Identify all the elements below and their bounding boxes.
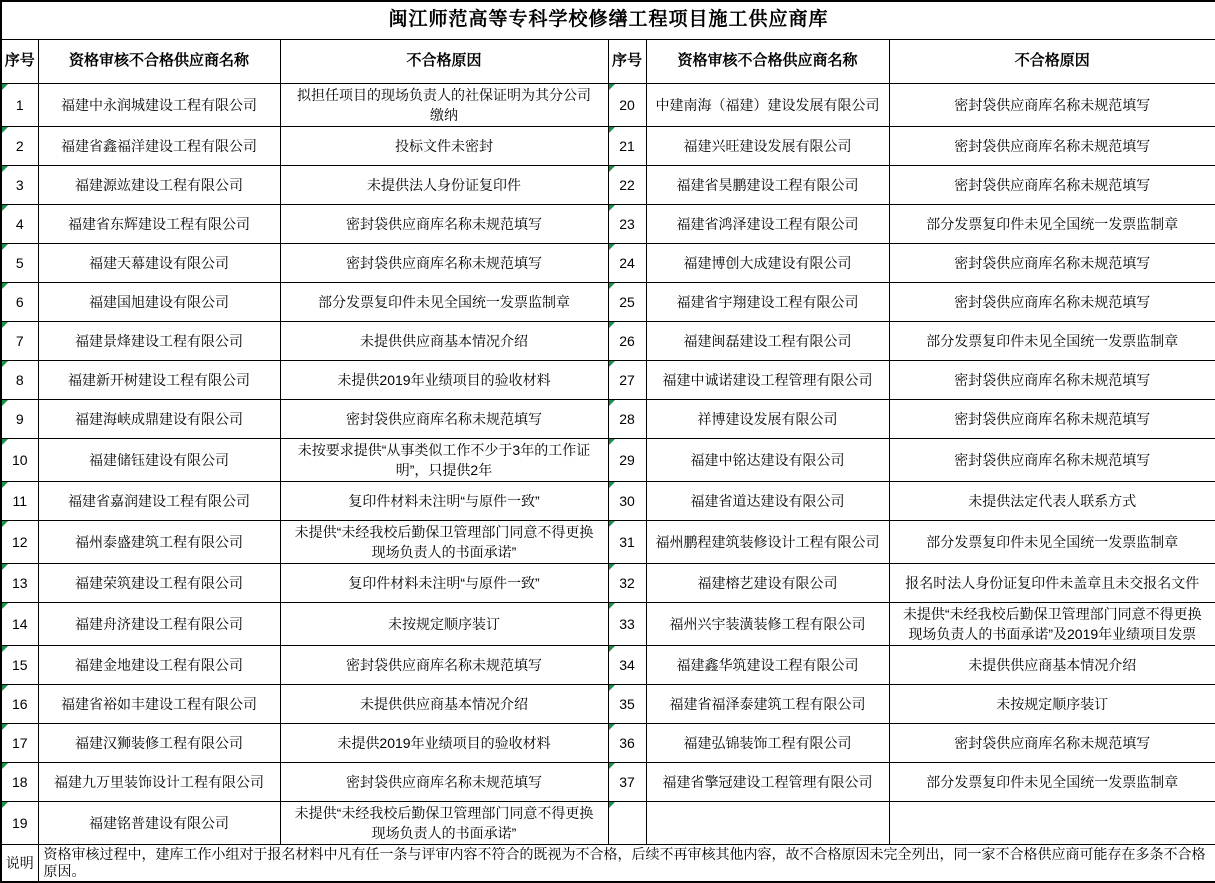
note-row — [1, 844, 1215, 882]
green-corner-marker-icon — [2, 763, 8, 769]
supplier-name-cell: 福建省鑫福洋建设工程有限公司 — [38, 126, 280, 165]
row-number-cell — [608, 563, 646, 602]
supplier-name-cell: 福建储钰建设有限公司 — [38, 438, 280, 481]
row-number: 8 — [15, 371, 24, 388]
green-corner-marker-icon — [609, 127, 615, 133]
green-corner-marker-icon — [2, 564, 8, 570]
reason-cell: 未提供2019年业绩项目的验收材料 — [280, 360, 608, 399]
supplier-name-cell: 福建省道达建设有限公司 — [646, 481, 889, 520]
supplier-name-cell: 福建汉狮装修工程有限公司 — [38, 723, 280, 762]
reason-cell: 复印件材料未注明“与原件一致” — [280, 563, 608, 602]
row-number-cell — [608, 801, 646, 844]
row-number-cell — [608, 360, 646, 399]
row-number: 33 — [619, 615, 635, 632]
reason-cell — [889, 801, 1215, 844]
row-number: 13 — [11, 574, 28, 591]
row-number-cell — [1, 83, 38, 126]
green-corner-marker-icon — [609, 724, 615, 730]
reason-cell: 密封袋供应商库名称未规范填写 — [280, 399, 608, 438]
reason-cell: 密封袋供应商库名称未规范填写 — [889, 282, 1215, 321]
green-corner-marker-icon — [2, 802, 8, 808]
supplier-name-cell: 福州鹏程建筑装修设计工程有限公司 — [646, 520, 889, 563]
reason-cell: 密封袋供应商库名称未规范填写 — [889, 126, 1215, 165]
row-number: 1 — [15, 96, 24, 113]
row-number-cell — [608, 762, 646, 801]
supplier-name-cell: 福建新开树建设工程有限公司 — [38, 360, 280, 399]
supplier-name-cell: 福建天幕建设有限公司 — [38, 243, 280, 282]
table-row — [1, 684, 1215, 723]
green-corner-marker-icon — [2, 685, 8, 691]
header-reason-right: 不合格原因 — [889, 39, 1215, 83]
row-number: 34 — [619, 656, 635, 673]
reason-cell: 拟担任项目的现场负责人的社保证明为其分公司缴纳 — [280, 83, 608, 126]
supplier-name-cell: 福建省福泽泰建筑工程有限公司 — [646, 684, 889, 723]
row-number: 11 — [12, 492, 28, 509]
reason-cell: 密封袋供应商库名称未规范填写 — [889, 399, 1215, 438]
header-num-left: 序号 — [1, 39, 38, 83]
table-row — [1, 399, 1215, 438]
reason-cell: 未按规定顺序装订 — [280, 602, 608, 645]
row-number-cell — [1, 563, 38, 602]
header-row — [1, 39, 1215, 83]
table-row — [1, 723, 1215, 762]
supplier-name-cell: 福建中永润城建设工程有限公司 — [38, 83, 280, 126]
green-corner-marker-icon — [2, 84, 8, 90]
green-corner-marker-icon — [2, 283, 8, 289]
supplier-name-cell: 福建省裕如丰建设工程有限公司 — [38, 684, 280, 723]
green-corner-marker-icon — [2, 127, 8, 133]
green-corner-marker-icon — [2, 400, 8, 406]
row-number-cell — [608, 321, 646, 360]
row-number: 28 — [619, 410, 635, 427]
reason-cell: 密封袋供应商库名称未规范填写 — [889, 360, 1215, 399]
green-corner-marker-icon — [2, 482, 8, 488]
supplier-name-cell: 福建省鸿泽建设工程有限公司 — [646, 204, 889, 243]
green-corner-marker-icon — [609, 361, 615, 367]
supplier-name-cell: 福建兴旺建设发展有限公司 — [646, 126, 889, 165]
green-corner-marker-icon — [609, 646, 615, 652]
note-text: 资格审核过程中，建库工作小组对于报名材料中凡有任一条与评审内容不符合的既视为不合格，后续不再审核其他内容，故不合格原因未完全列出，同一家不合格供应商可能存在多条不合格原因。 — [38, 844, 1215, 882]
reason-cell: 部分发票复印件未见全国统一发票监制章 — [889, 204, 1215, 243]
row-number: 30 — [619, 492, 635, 509]
reason-cell: 密封袋供应商库名称未规范填写 — [280, 204, 608, 243]
green-corner-marker-icon — [2, 724, 8, 730]
title-row — [1, 1, 1215, 39]
supplier-name-cell: 福建国旭建设有限公司 — [38, 282, 280, 321]
green-corner-marker-icon — [2, 361, 8, 367]
reason-cell: 部分发票复印件未见全国统一发票监制章 — [889, 321, 1215, 360]
row-number: 21 — [619, 137, 635, 154]
row-number-cell — [1, 165, 38, 204]
row-number-cell — [1, 438, 38, 481]
green-corner-marker-icon — [609, 244, 615, 250]
green-corner-marker-icon — [609, 802, 615, 808]
row-number: 35 — [619, 695, 635, 712]
header-reason-left: 不合格原因 — [280, 39, 608, 83]
green-corner-marker-icon — [609, 521, 615, 527]
row-number: 26 — [619, 332, 635, 349]
reason-cell: 未提供2019年业绩项目的验收材料 — [280, 723, 608, 762]
row-number: 17 — [11, 734, 28, 751]
green-corner-marker-icon — [609, 685, 615, 691]
table-row — [1, 762, 1215, 801]
green-corner-marker-icon — [609, 400, 615, 406]
reason-cell: 密封袋供应商库名称未规范填写 — [280, 645, 608, 684]
supplier-name-cell: 福建中诚诺建设工程管理有限公司 — [646, 360, 889, 399]
reason-cell: 密封袋供应商库名称未规范填写 — [280, 243, 608, 282]
table-row — [1, 126, 1215, 165]
row-number: 4 — [15, 215, 24, 232]
row-number: 7 — [15, 332, 24, 349]
supplier-name-cell: 福建舟济建设工程有限公司 — [38, 602, 280, 645]
row-number: 2 — [15, 137, 24, 154]
table-row — [1, 645, 1215, 684]
supplier-name-cell: 福建景烽建设工程有限公司 — [38, 321, 280, 360]
table-row — [1, 602, 1215, 645]
row-number: 37 — [619, 773, 635, 790]
supplier-name-cell: 福建中铭达建设有限公司 — [646, 438, 889, 481]
row-number-cell — [1, 126, 38, 165]
row-number-cell — [608, 723, 646, 762]
row-number-cell — [1, 243, 38, 282]
supplier-name-cell: 祥博建设发展有限公司 — [646, 399, 889, 438]
green-corner-marker-icon — [2, 166, 8, 172]
row-number-cell — [1, 321, 38, 360]
row-number-cell — [1, 399, 38, 438]
supplier-name-cell: 福建鑫华筑建设工程有限公司 — [646, 645, 889, 684]
supplier-name-cell: 福建闽磊建设工程有限公司 — [646, 321, 889, 360]
row-number-cell — [1, 360, 38, 399]
green-corner-marker-icon — [609, 482, 615, 488]
reason-cell: 未提供供应商基本情况介绍 — [280, 321, 608, 360]
table-row — [1, 204, 1215, 243]
green-corner-marker-icon — [609, 205, 615, 211]
row-number: 14 — [11, 615, 28, 632]
table-row — [1, 801, 1215, 844]
reason-cell: 未提供供应商基本情况介绍 — [889, 645, 1215, 684]
supplier-name-cell: 福建省昊鹏建设工程有限公司 — [646, 165, 889, 204]
row-number: 6 — [15, 293, 24, 310]
green-corner-marker-icon — [609, 283, 615, 289]
green-corner-marker-icon — [2, 205, 8, 211]
row-number-cell — [1, 723, 38, 762]
reason-cell: 密封袋供应商库名称未规范填写 — [280, 762, 608, 801]
table-row — [1, 282, 1215, 321]
table-row — [1, 438, 1215, 481]
reason-cell: 未提供法人身份证复印件 — [280, 165, 608, 204]
row-number: 19 — [11, 814, 28, 831]
row-number-cell — [1, 520, 38, 563]
reason-cell: 部分发票复印件未见全国统一发票监制章 — [280, 282, 608, 321]
supplier-name-cell: 福建九万里装饰设计工程有限公司 — [38, 762, 280, 801]
green-corner-marker-icon — [2, 521, 8, 527]
reason-cell: 密封袋供应商库名称未规范填写 — [889, 723, 1215, 762]
row-number-cell — [608, 165, 646, 204]
row-number-cell — [1, 282, 38, 321]
supplier-name-cell: 福建榕艺建设有限公司 — [646, 563, 889, 602]
supplier-name-cell: 福州兴宇装潢装修工程有限公司 — [646, 602, 889, 645]
reason-cell: 未提供法定代表人联系方式 — [889, 481, 1215, 520]
supplier-name-cell: 福建铭普建设有限公司 — [38, 801, 280, 844]
supplier-name-cell: 福建金地建设工程有限公司 — [38, 645, 280, 684]
row-number-cell — [608, 684, 646, 723]
row-number: 5 — [15, 254, 24, 271]
green-corner-marker-icon — [2, 646, 8, 652]
row-number-cell — [1, 801, 38, 844]
reason-cell: 密封袋供应商库名称未规范填写 — [889, 83, 1215, 126]
row-number-cell — [1, 602, 38, 645]
reason-cell: 密封袋供应商库名称未规范填写 — [889, 243, 1215, 282]
header-name-right: 资格审核不合格供应商名称 — [646, 39, 889, 83]
supplier-name-cell: 福建弘锦装饰工程有限公司 — [646, 723, 889, 762]
reason-cell: 未按规定顺序装订 — [889, 684, 1215, 723]
table-row — [1, 360, 1215, 399]
reason-cell: 密封袋供应商库名称未规范填写 — [889, 438, 1215, 481]
supplier-name-cell: 福建海峡成鼎建设有限公司 — [38, 399, 280, 438]
reason-cell: 投标文件未密封 — [280, 126, 608, 165]
row-number-cell — [1, 762, 38, 801]
reason-cell: 未按要求提供“从事类似工作不少于3年的工作证明”，只提供2年 — [280, 438, 608, 481]
table-row — [1, 563, 1215, 602]
table-row — [1, 321, 1215, 360]
green-corner-marker-icon — [609, 763, 615, 769]
supplier-name-cell: 福建省宇翔建设工程有限公司 — [646, 282, 889, 321]
row-number: 12 — [11, 533, 28, 550]
row-number-cell — [1, 204, 38, 243]
supplier-name-cell: 福建省嘉润建设工程有限公司 — [38, 481, 280, 520]
supplier-name-cell: 中建南海（福建）建设发展有限公司 — [646, 83, 889, 126]
header-num-right: 序号 — [608, 39, 646, 83]
row-number-cell — [608, 438, 646, 481]
row-number: 32 — [619, 574, 635, 591]
page-title: 闽江师范高等专科学校修缮工程项目施工供应商库 — [1, 1, 1215, 39]
table-row — [1, 165, 1215, 204]
reason-cell: 未提供“未经我校后勤保卫管理部门同意不得更换现场负责人的书面承诺”及2019年业绩项目发票 — [889, 602, 1215, 645]
supplier-name-cell: 福建荣筑建设工程有限公司 — [38, 563, 280, 602]
row-number-cell — [608, 399, 646, 438]
table-row — [1, 243, 1215, 282]
row-number-cell — [608, 481, 646, 520]
row-number: 24 — [619, 254, 635, 271]
row-number-cell — [608, 83, 646, 126]
green-corner-marker-icon — [609, 439, 615, 445]
green-corner-marker-icon — [609, 84, 615, 90]
reason-cell: 部分发票复印件未见全国统一发票监制章 — [889, 520, 1215, 563]
row-number: 31 — [619, 533, 635, 550]
green-corner-marker-icon — [2, 603, 8, 609]
row-number: 9 — [15, 410, 24, 427]
row-number: 23 — [619, 215, 635, 232]
reason-cell: 未提供供应商基本情况介绍 — [280, 684, 608, 723]
row-number-cell — [608, 243, 646, 282]
reason-cell: 部分发票复印件未见全国统一发票监制章 — [889, 762, 1215, 801]
row-number: 36 — [619, 734, 635, 751]
green-corner-marker-icon — [609, 166, 615, 172]
row-number: 25 — [619, 293, 635, 310]
supplier-name-cell: 福建省东辉建设工程有限公司 — [38, 204, 280, 243]
green-corner-marker-icon — [2, 439, 8, 445]
reason-cell: 未提供“未经我校后勤保卫管理部门同意不得更换现场负责人的书面承诺” — [280, 520, 608, 563]
green-corner-marker-icon — [609, 564, 615, 570]
reason-cell: 复印件材料未注明“与原件一致” — [280, 481, 608, 520]
supplier-name-cell — [646, 801, 889, 844]
row-number: 29 — [619, 451, 635, 468]
reason-cell: 未提供“未经我校后勤保卫管理部门同意不得更换现场负责人的书面承诺” — [280, 801, 608, 844]
row-number: 10 — [11, 451, 28, 468]
row-number-cell — [608, 204, 646, 243]
reason-cell: 报名时法人身份证复印件未盖章且未交报名文件 — [889, 563, 1215, 602]
row-number-cell — [608, 520, 646, 563]
row-number-cell — [608, 126, 646, 165]
green-corner-marker-icon — [2, 322, 8, 328]
row-number-cell — [1, 645, 38, 684]
header-name-left: 资格审核不合格供应商名称 — [38, 39, 280, 83]
row-number: 16 — [11, 695, 28, 712]
row-number-cell — [608, 602, 646, 645]
row-number: 15 — [11, 656, 28, 673]
row-number-cell — [608, 645, 646, 684]
row-number-cell — [608, 282, 646, 321]
note-label: 说明 — [1, 844, 38, 882]
supplier-name-cell: 福建省擎冠建设工程管理有限公司 — [646, 762, 889, 801]
supplier-name-cell: 福州泰盛建筑工程有限公司 — [38, 520, 280, 563]
green-corner-marker-icon — [2, 244, 8, 250]
table-row — [1, 520, 1215, 563]
row-number: 18 — [11, 773, 28, 790]
reason-cell: 密封袋供应商库名称未规范填写 — [889, 165, 1215, 204]
table-row — [1, 481, 1215, 520]
row-number-cell — [1, 481, 38, 520]
green-corner-marker-icon — [609, 603, 615, 609]
supplier-name-cell: 福建博创大成建设有限公司 — [646, 243, 889, 282]
table-row — [1, 83, 1215, 126]
supplier-name-cell: 福建源竑建设工程有限公司 — [38, 165, 280, 204]
row-number: 27 — [619, 371, 635, 388]
row-number-cell — [1, 684, 38, 723]
green-corner-marker-icon — [609, 322, 615, 328]
row-number: 22 — [619, 176, 635, 193]
row-number: 3 — [15, 176, 24, 193]
row-number: 20 — [619, 96, 635, 113]
